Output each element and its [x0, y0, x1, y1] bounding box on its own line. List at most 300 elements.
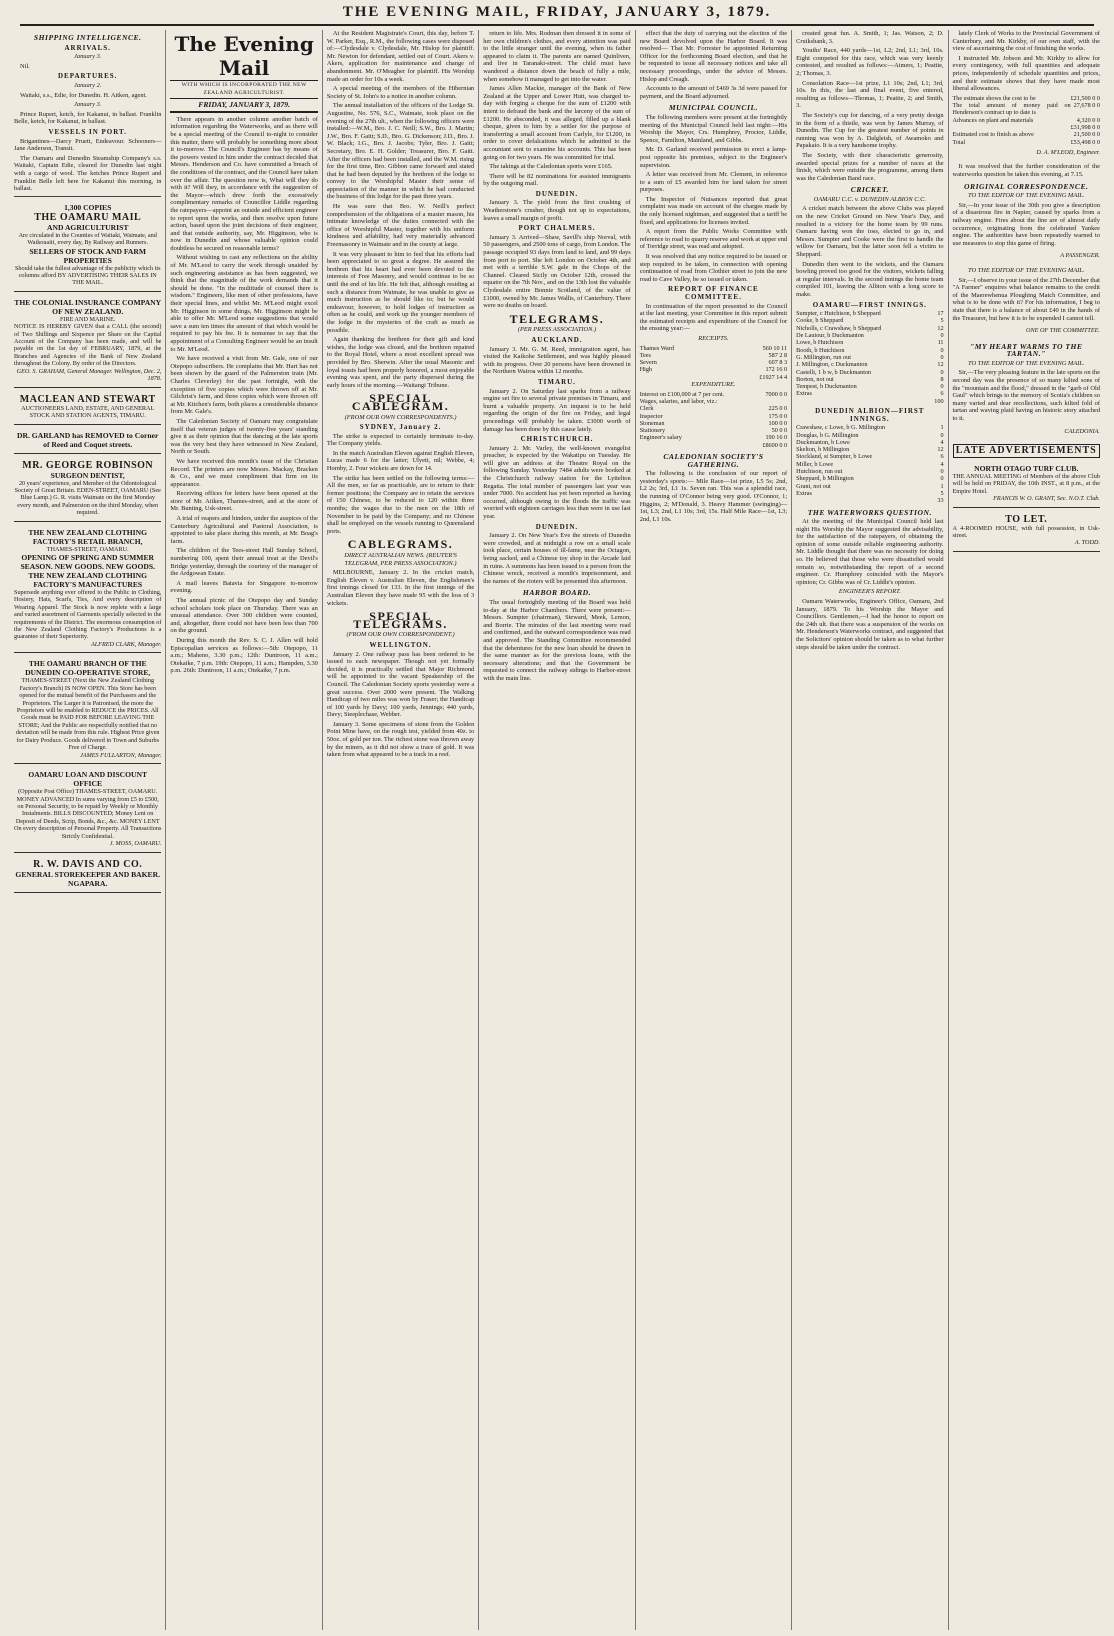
row-label: Borton, not out: [796, 375, 834, 383]
row-value: 4: [940, 460, 944, 468]
copies-label: 1,300 COPIES: [64, 202, 112, 212]
row-label: High: [639, 366, 653, 374]
correspondence-text: Sir,—In your issue of the 30th you give a description of a disastrous fire in Napier, caused by sparks from a railway engine. Fires about the line are of almost daily occurrence, originating from the celebrated Yankee engine. The authorities have been repeatedly warned to use measures to stop this game of firing.: [952, 201, 1100, 247]
row-value: 17: [937, 310, 944, 318]
row-label: Duckmanton, b Lowe: [796, 438, 850, 446]
correspondence-title: ORIGINAL CORRESPONDENCE.: [964, 181, 1089, 191]
finance-title: REPORT OF FINANCE COMMITTEE.: [668, 285, 759, 301]
special-cablegram-sub: (FROM OUR OWN CORRESPONDENTS.): [344, 413, 457, 421]
council-para: The Inspector of Nuisances reported that great complaint was made on account of the charges made by the only licensed nightman, and suggested that a tariff be fixed, and applications for licenses invited.: [639, 195, 788, 226]
column-6: [792, 30, 948, 1630]
davis-body: GENERAL STOREKEEPER AND BAKER. NGAPARA.: [15, 869, 161, 888]
news-para: created great fun. A. Smith, 1; Jas. Watson, 2; D. Cruikshank, 3.: [796, 30, 944, 45]
to-let-title: TO LET.: [1005, 513, 1048, 525]
branch-body: THAMES-STREET (Next the New Zealand Clothing Factory's Branch) IS NOW OPEN. This Store has been opened for the mutual benefit of the Purchasers and the Proprietors. The Larger it is Patronised, the more the Proprietors will be enabled to REDUCE the PRICES. All Goods must be PAID FOR BEFORE LEAVING THE STORE; And the Public are respectfully notified that no deviation will be made from this rule. Highest Price given for Dairy Produce. Goods delivered in Town and Suburbs Free of Charge.: [15, 677, 160, 752]
row-value: 0: [940, 383, 944, 391]
table-row: [796, 439, 943, 446]
departures-date-2: January 3.: [74, 101, 102, 109]
wellington-text: January 2. One railway pass has been ordered to be issued to each newspaper. Though not yet formally decided, it is practically settled that Major Richmond will be appointed to the vacant Speakership of the Council. The Caledonian Society sports yesterday were a great success. Over 2000 were present. The Walking Handicap of two miles was won by Fraser; the Handicap of 100 yards by Davy; 100 yards, Jennings; 440 yards, Davy; Steeplechase, Webber.: [326, 650, 475, 719]
row-label: Thames Ward: [639, 344, 674, 352]
robinson-body: 20 years' experience, and Member of the Odontological Society of Great Britain. EDEN-STREET, OAMARU (See Blue Lamp.) G. R. visits Waimate on the first Monday every month, and Palmerston on the third Monday, when required.: [14, 479, 161, 517]
oamaru-total: 100: [934, 397, 944, 405]
editorial-para: We have received a visit from Mr. Gale, one of our Otepopo subscribers. He complains that Mr. Hart has not been shown by the guard of the Palmerston train (Mr. Charles Cleverley) for the past fortnight, with the exception of five copies which were thrown off at Mr. Gilchrist's farm, and three copies which were thrown off at Mr. Kitchen's farm, both places a considerable distance from Mr. Gale's.: [170, 355, 318, 416]
table-row: [640, 352, 787, 359]
departures-date-1: January 2.: [74, 81, 102, 89]
table-row: [796, 461, 943, 468]
tartan-text: Sir,—The very pleasing feature in the late sports on the second day was the presence of so many kilted sons of the "mountain and the flood," dressed in the "garb of Old Gaul" which brings to the memory of Scotia's children so many varied and dear recollections, such kilted fold of tartan and waving plaid having an historic story attached to it.: [952, 369, 1100, 423]
waterworks-title: THE WATERWORKS QUESTION.: [807, 507, 932, 517]
row-label: The estimate shows the cost to be: [952, 94, 1036, 102]
correspondence-signature: A PASSENGER.: [1060, 252, 1100, 260]
row-label: Douglas, b G. Millington: [796, 431, 859, 439]
table-row: [796, 376, 943, 383]
finance-text: In continuation of the report presented to the Council at the last meeting, your Committee in this report submit the estimated receipts and expenditure of the Council for the ensuing year:—: [639, 302, 788, 333]
telegrams-title: TELEGRAMS.: [509, 311, 605, 326]
column-3: [323, 30, 479, 1630]
row-value: 0: [940, 346, 944, 354]
row-value: 0: [940, 332, 944, 340]
row-label: The total amount of money paid on Henderson's contract up to date is: [952, 102, 1071, 117]
harbor-board-text: The usual fortnightly meeting of the Board was held to-day at the Harbor Chambers. There were present:—Messrs. Sumpter (chairman), Steward, Meek, Lemon, and Borrie. The minutes of the last meeting were read and confirmed, and the outward correspondence was read and approved. The Standing Committee recommended that the debentures for the new loan should be drawn in the same manner as for the previous loans, with the necessary alterations; and that the Government be requested to connect the railway sidings to Harbor-street with the main line.: [483, 598, 631, 682]
row-value: 5: [940, 317, 944, 325]
colonial-signature: GEO. S. GRAHAM, General Manager. Wellington, Dec. 2, 1878.: [16, 367, 162, 383]
news-para: The Society's cup for dancing, of a very pretty design in the form of a thistle, was won by James Murray, of Dunedin. The Cup for the greatest number of points in running was won by A. Dalgleish, of Awamoko and Papakaio. It is a very handsome trophy.: [796, 111, 944, 150]
news-para: The takings at the Caledonian sports were £165.: [489, 163, 613, 171]
editorial-para: The annual picnic of the Otepopo day and Sunday school scholars took place on Thursday. There was an unusual attendance. Over 300 children were counted, and, altogether, there could not have been less than 700 on the ground.: [170, 597, 318, 635]
row-value: 21,500 0 0: [1073, 131, 1100, 139]
row-value: 1: [940, 482, 944, 490]
waterworks-text: At the meeting of the Municipal Council held last night His Worship the Mayor suggested the advisability, for the satisfaction of the ratepayers, of obtaining the opinion of some outside reliable engineering authority. Mr. Liddle thought that there was no necessity for doing so. He believed that those who were dissatisfied would remain so, notwithstanding the report of a second engineer. Cr. Humphrey coincided with the Mayor's opinion; Cr. Gibbs was of Cr. Liddle's opinion.: [796, 518, 944, 586]
row-label: De Lautour, b Duckmanton: [796, 332, 864, 340]
garland-body: DR. GARLAND has REMOVED to Corner of Reed and Coquet streets.: [17, 430, 159, 449]
row-value: 11: [937, 339, 944, 347]
arrivals-date: January 3.: [74, 53, 102, 61]
editorial-para: There appears in another column another batch of information regarding the Waterworks, and as there will be a special meeting of the Council to-night to consider this matter, there will probably be something more about it to-morrow. The Council's Engineer has by means of the powers vested in him under the contract decided that Messrs. Henderson and Co. have committed a breach of the conditions of the contract, and the Council have taken over the affair. The question now is, What will they do with it? Will they, in accordance with the suggestion of the Mayor—which drew forth the excessively complimentary remarks of Councillor Liddle regarding the ratepayers—appoint an outside and efficient engineer to report upon the works, and then resolve upon future action, based upon the joint decisions of their engineer, and that outside authority, say, Mr. Higginson, who is now in Dunedin and whose valuable opinion could doubtless be secured on reasonable terms?: [170, 115, 318, 252]
cable-para: The strike has been settled on the following terms:—All the men, so far as practicable, are to return to their former positions; the Company are to retain the services of 150 Chinese, to be reduced to 120 within three months; the wages due to the men on the 18th of November to be paid by the Company; and no Chinese shall be employed on the vessels running to Queensland ports.: [326, 474, 475, 535]
row-value: 7000 0 0: [765, 390, 788, 398]
column-4: [479, 30, 635, 1630]
to-let-text: A 4-ROOMED HOUSE, with full possession, in Usk-street.: [952, 524, 1100, 540]
row-label: Stationery: [639, 427, 666, 435]
row-value: 175 0 0: [768, 412, 788, 420]
row-label: Extras: [796, 390, 812, 398]
albion-scorecard: [796, 424, 943, 504]
loan-office-advert: [14, 767, 161, 852]
row-value: 587 2 8: [768, 351, 788, 359]
council-para: Mr. D. Garland received permission to erect a lamp-post opposite his premises, subject to the Engineer's supervision.: [639, 146, 788, 169]
turf-text: THE ANNUAL MEETING of Members of the above Club will be held on FRIDAY, the 10th INST., at 8 p.m., at the Empire Hotel.: [952, 472, 1100, 495]
correspondence2-text: Sir,—I observe in your issue of the 27th December that "A Farmer" enquires what balance remains to the credit of the Maerewhenua Ploughing Match Committee, and what is to be done with it? For his information, I beg to state that there is a balance of about £40 in the hands of the Treasurer, but how it is to be expended I cannot tell.: [952, 276, 1100, 322]
dunedin2-place: DUNEDIN.: [535, 522, 579, 531]
row-label: Tees: [639, 351, 651, 359]
mail-advert: [14, 200, 161, 292]
row-label: Stoneman: [639, 419, 665, 427]
table-row: [796, 347, 943, 354]
colonial-title: THE COLONIAL INSURANCE COMPANY OF NEW ZEALAND.: [14, 297, 162, 316]
news-para: return to life. Mrs. Rodman then dressed it in some of her own children's clothes, and every attention was paid to the little stranger until the evening, when its father appeared to claim it. The parents are named Quinliven, and live in Taranaki-street. The child must have wandered a distance down the beach of fully a mile, when somehow it managed to get into the water.: [483, 30, 631, 83]
albion-innings-title: DUNEDIN ALBION—FIRST INNINGS.: [815, 407, 925, 423]
table-row: [796, 339, 943, 346]
robinson-sub: SURGEON DENTIST,: [50, 470, 125, 480]
engineer-report-title: ENGINEER'S REPORT.: [838, 588, 901, 596]
row-label: Engineer's salary: [639, 434, 682, 442]
departures-text-1: Waitaki, s.s., Edie, for Dunedin. H. Aitken, agent.: [20, 91, 147, 99]
arrivals-text: Nil.: [20, 62, 30, 70]
cable-place: SYDNEY, January 2.: [359, 423, 442, 432]
row-value: 0: [940, 431, 944, 439]
correspondence-to: TO THE EDITOR OF THE EVENING MAIL.: [968, 192, 1085, 200]
tartan-signature: CALEDONIA.: [1064, 427, 1100, 435]
row-value: 0: [940, 475, 944, 483]
row-value: [754, 398, 787, 405]
table-row: [640, 405, 787, 412]
albion-total: 33: [937, 497, 944, 505]
expenditure-title: EXPENDITURE.: [691, 381, 736, 389]
loan-body: (Opposite Post Office) THAMES-STREET, OAMARU. MONEY ADVANCED In sums varying from £5 to £500, on Personal Security, to be repaid by Weekly or Monthly Instalments. BILLS DISCOUNTED; Money Lent on Deposit of Deeds, Scrip, Bonds, &c., &c. MONEY LENT On every description of Personal Property. All Transactions Strictly Confidential.: [14, 788, 162, 840]
row-label: Cooke, b Sheppard: [796, 317, 844, 325]
table-row: [640, 427, 787, 434]
row-value: 6: [940, 453, 944, 461]
divider: [14, 196, 161, 197]
row-label: Nicholls, c Crawshaw, b Sheppard: [796, 324, 882, 332]
table-row: [796, 390, 943, 397]
row-value: 0: [940, 368, 944, 376]
table-row: [796, 354, 943, 361]
table-row: [640, 345, 787, 352]
correspondence2-to: TO THE EDITOR OF THE EVENING MAIL.: [968, 266, 1085, 274]
table-row: [640, 359, 787, 366]
table-row: [953, 95, 1100, 102]
editorial-para: A mail leaves Batavia for Singapore to-morrow evening.: [170, 579, 318, 595]
table-row: [953, 117, 1100, 124]
row-label: Booth, b Hutchison: [796, 346, 845, 354]
council-para: A report from the Public Works Committee with reference to road to quarry reserve and work at upper end of Torridge street, was read and adopted.: [639, 228, 788, 251]
news-para: Youths' Race, 440 yards—1st, L2; 2nd, L1; 3rd, 10s. Eight competed for this race, which was very keenly contested, and resulted as follows:—Aimers, 1; Peattie, 2; Thomas, 3.: [796, 47, 944, 77]
row-value: 12: [937, 361, 944, 369]
expenditure-total: £8600 0 0: [762, 441, 788, 449]
columns: [10, 30, 1104, 1630]
row-label: Tempest, b Duckmanton: [796, 383, 857, 391]
row-label: [953, 124, 1071, 131]
cricket-para: Dunedin then went to the wickets, and the Oamaru bowling proved too good for the visitors, wickets falling at regular intervals. In the second innings the home team compiled 101, leaving the Albion with a long score to make.: [796, 260, 944, 298]
correspondence-sig-block: [953, 249, 1100, 264]
dunedin-place: DUNEDIN.: [535, 189, 579, 198]
table-row: [953, 124, 1100, 131]
maclean-advert: [14, 391, 161, 425]
editorial-para: The children of the Tees-street Hall Sunday School, numbering 100, spent their annual treat at the Devil's Bridge yesterday, through the courtesy of the manager of the Ardgowan Estate.: [170, 547, 318, 578]
turf-club-advert: [953, 461, 1100, 508]
shipping-title: SHIPPING INTELLIGENCE.: [33, 33, 142, 42]
davis-title: R. W. DAVIS AND CO.: [33, 858, 143, 870]
row-label: Skelton, b Millington: [796, 446, 850, 454]
table-row: [953, 102, 1100, 117]
telegrams-sub: (PER PRESS ASSOCIATION.): [517, 326, 597, 334]
sellers-title: SELLERS OF STOCK AND FARM PROPERTIES: [29, 246, 147, 265]
opening-title: OPENING OF SPRING AND SUMMER SEASON. NEW GOODS. NEW GOODS.: [20, 553, 155, 571]
maclean-body: AUCTIONEERS LAND, ESTATE, AND GENERAL STOCK AND STATION AGENTS, TIMARU.: [21, 404, 155, 420]
row-value: 1: [940, 424, 944, 432]
garland-advert: [14, 428, 161, 454]
colonial-insurance-advert: [14, 295, 161, 388]
port-chalmers-place: PORT CHALMERS.: [518, 224, 596, 233]
estimate-note: It was resolved that the further consideration of the waterworks question be taken this evening, at 7.15.: [952, 163, 1100, 179]
row-value: 5: [940, 489, 944, 497]
row-value: 4,320 0 0: [1076, 116, 1100, 124]
table-row: [796, 398, 943, 405]
loan-signature: J. MOSS, OAMARU.: [109, 839, 162, 847]
table-row: [796, 325, 943, 332]
loan-title: OAMARU LOAN AND DISCOUNT OFFICE: [28, 770, 148, 789]
table-row: [640, 398, 787, 405]
nzclothing-title: THE NEW ZEALAND CLOTHING FACTORY'S RETAIL BRANCH,: [28, 527, 148, 546]
row-label: Inspector: [639, 412, 663, 420]
row-value: 607 8 3: [768, 359, 788, 367]
cricket-title: CRICKET.: [850, 185, 889, 195]
row-label: Crawshaw, c Lowe, b G. Millington: [796, 424, 886, 432]
auckland-text: January 3. Mr. G. M. Reed, immigration agent, has visited the Kaikohe Settlement, and was highly pleased with its progress. Over 20 persons have been drowned in the Northern Wairoa within 12 months.: [483, 345, 631, 376]
column-5: [636, 30, 792, 1630]
row-value: 4: [940, 438, 944, 446]
robinson-title: MR. GEORGE ROBINSON: [22, 459, 154, 471]
row-label: Interest on £100,000 at 7 per cent.: [639, 390, 725, 398]
auckland-place: AUCKLAND.: [531, 335, 583, 344]
row-value: 0: [940, 468, 944, 476]
turf-title: NORTH OTAGO TURF CLUB.: [974, 463, 1079, 473]
table-row: [796, 317, 943, 324]
wellington-place: WELLINGTON.: [369, 640, 432, 649]
council-para: It was resolved that any notice required to be issued or step required to be taken, in connection with opening continuation of road from Clothier street to join the new road to Cave Valley, be so issued or taken.: [639, 253, 788, 283]
table-row: [640, 420, 787, 427]
row-value: 560 10 11: [762, 344, 788, 352]
mail-ad-body: Are circulated in the Counties of Waitaki, Waimate, and Waikouaiti, every day, By Railway and Runners.: [18, 231, 157, 247]
editorial-para: Receiving offices for letters have been opened at the store of Mr. Aitken, Thames-street, and at the store of Mr. Bunting, Usk-street.: [170, 490, 318, 513]
special-telegrams-title: SPECIAL TELEGRAMS.: [353, 609, 448, 631]
news-para: The Society, with their characteristic generosity, awarded special prizes for a number of races at the finish, which were outside the programme, among them was the Caledonian Band race.: [796, 151, 944, 182]
news-para: lately Clerk of Works to the Provincial Government of Canterbury, and Mr. Kirkby, of our own staff, with the view of ascertaining the cost of finishing the works.: [952, 30, 1100, 53]
news-para: At the Resident Magistrate's Court, this day, before T. W. Parker, Esq., R.M., the following cases were disposed of:—Clydesdale v. Clydesdale, Mr. Hislop for plaintiff. Mr. Newton for defendant, settled out of Court. Akers v. Akers, application for maintenance and change of abandonment. Mr. O'Meagher for plaintiff. His Worship made an order for 10s a week.: [326, 30, 475, 83]
correspondence2-sig-block: [953, 324, 1100, 339]
timaru-text: January 2. On Saturday last sparks from a railway engine set fire to several private premises in Timaru, and burnt a valuable property. An inquest is to be held regarding the origin of the fire on Friday, and legal proceedings will probably be taken. £3000 worth of damage has been done by this cause lately.: [483, 387, 631, 433]
news-para: I instructed Mr. Jobson and Mr. Kirkby to allow for every contingency, with full quantities and adequate prices, independently of schedule quantities and prices, and their estimate shows that they have made most liberal allowances.: [952, 54, 1100, 93]
oamaru-scorecard: [796, 310, 943, 405]
masthead-date: FRIDAY, JANUARY 3, 1879.: [170, 99, 317, 113]
row-label: Severn: [639, 359, 657, 367]
factory-body: Supersede anything ever offered to the Public in Clothing, Hosiery, Hats, Scarfs, Ties, And every description of Wearing Apparel. The Stock is now replete with a large and varied assortment of Garments specially selected to the requirements of the District. The enormous consumption of the New Zealand Clothing Factory's Productions is a guarantee of their Superiority.: [14, 589, 162, 641]
editorial-para: During this month the Rev. S. C. J. Allen will hold Episcopalian services as follows:—5th: Otepopo, 11 a.m.; Maheno, 3.30 p.m.; 12th: Duntroon, 11 a.m.; Otekaike, 7 p.m. 19th: Otepopo, 11 a.m.; Hampden, 3.30 p.m. 26th: Duntroon, 11 a.m.; Otekaike, 7 p.m.: [170, 636, 318, 675]
late-advertisements-title: LATE ADVERTISEMENTS: [953, 444, 1100, 458]
row-value: 6: [940, 390, 944, 398]
news-para: Again thanking the brethren for their gift and kind wishes, the lodge was closed, and the brethren repaired to the Royal Hotel, where a most excellent spread was provided by Bro. Sherwin. After the usual Masonic and loyal toasts had been properly honored, a most enjoyable evening was spent, and the party dispersed during the early hours of the morning.—Waitangi Tribune.: [326, 336, 475, 389]
table-row: [953, 139, 1100, 146]
table-row: [796, 483, 943, 490]
cablegrams-text: MELBOURNE, January 2. In the cricket match, English Eleven v. Australian Eleven, the Englishmen's first innings closed for 133. In the first innings of the Australian Eleven they have made 95 with the loss of 3 wickets.: [326, 569, 475, 607]
special-cablegram-title: SPECIAL CABLEGRAM.: [351, 391, 450, 413]
news-para: James Allen Mackie, manager of the Bank of New Zealand at the Upper and Lower Hutt, was charged to-day with forging a cheque for the sum of £1200 with intent to defraud the bank and the larceny of the sum of £1200. He absconded, it was alleged, filled up a blank cheque, given to him by a settler for the purpose of transferring a small account from Carlyle, for £1200, in order to cover defalcations which he admitted to the accountant sent to examine his accounts. This has been going on for two years. He was committed for trial.: [483, 85, 631, 161]
vessels-title: VESSELS IN PORT.: [48, 127, 127, 136]
table-row: [640, 434, 787, 441]
tartan-to: TO THE EDITOR OF THE EVENING MAIL.: [968, 359, 1085, 367]
row-label: J. Millington, c Duckmanton: [796, 361, 868, 369]
port-chalmers-text: January 3. Arrived—Shaw, Savill's ship Norval, with 50 passengers, and 2500 tons of cargo, from London. The passage occupied 93 days from land to land, and 99 days from port to port. She left London on October 4th, and met with a terrible S.W. gale in the Chops of the Channel. Cleared Sicily on October 12th, crossed the equator on the 7th Nov., and on the 13th lost the valuable Clydesdale entire Bonnie Scotland, of the value of £1000, owned by Mr. James Wallis, of Canterbury. There were no deaths on board.: [483, 233, 631, 310]
davis-advert: [14, 856, 161, 893]
column-1: [10, 30, 166, 1630]
nz-clothing-advert: [14, 525, 161, 654]
row-label: Sheppard, b Millington: [796, 475, 854, 483]
table-row: [796, 383, 943, 390]
expenditure-table: [640, 391, 787, 449]
news-para: effect that the duty of carrying out the election of the new Board devolved upon the Harbor Board. It was resolved— That Mr. Forrester be appointed Returning Officer for the forthcoming Board election, and that he be requested to issue all necessary notices and take all necessary proceedings, under the advice of Messrs. Hislop and Creagh.: [639, 30, 788, 83]
council-para: The following members were present at the fortnightly meeting of the Municipal Council held last night:—His Worship the Mayor, Crs. Humphrey, Proctor, Liddle, Spence, Familton, Mainland, and Gibbs.: [639, 113, 788, 144]
golden-point-text: January 3. Some specimens of stone from the Golden Point Mine have, on the rough test, yielded from 40z. to 50oz. of gold per ton. The richest stone was thrown away by the miners, as it did not show a trace of gold. It was taken from what appeared to be a track in a reef.: [326, 720, 475, 759]
row-label: Wages, salaries, and labor, viz.:: [639, 397, 718, 405]
correspondence2-signature: ONE OF THE COMMITTEE.: [1026, 327, 1100, 335]
row-label: G. Millington, run out: [796, 353, 851, 361]
table-row: [796, 446, 943, 453]
table-row: [640, 391, 787, 398]
row-label: Castelli, 1 b w, b Duckmanton: [796, 368, 872, 376]
receipts-total: £1927 14 4: [759, 373, 788, 381]
factory-title: THE NEW ZEALAND CLOTHING FACTORY'S MANUFACTURES: [28, 571, 148, 589]
row-label: Total: [952, 138, 966, 146]
table-row: [953, 131, 1100, 138]
cable-para: The strike is expected to certainly terminate to-day. The Company yields.: [326, 432, 475, 448]
shipping-notice: The Oamaru and Dunedin Steamship Company's s.s. Waitaki, Captain Edie, cleared for Dunedin last night with a cargo of wool. The ketches Prince Rupert and Franklin Belle left here for Kakanui this morning, in ballast.: [14, 154, 162, 193]
cooperative-store-advert: [14, 656, 161, 764]
row-value: 172 16 0: [765, 366, 788, 374]
table-row: [796, 424, 943, 431]
row-value: 12: [937, 324, 944, 332]
row-value: 100 0 0: [768, 419, 788, 427]
to-let-signature: A. TODD.: [1074, 539, 1100, 547]
row-value: 27,678 0 0: [1073, 102, 1100, 110]
cablegrams-title: CABLEGRAMS.: [347, 537, 454, 552]
council-title: MUNICIPAL COUNCIL.: [668, 103, 758, 113]
cricket-para: A cricket match between the above Clubs was played on the new Cricket Ground on New Year's Day, and resulted in a victory for the home team by 99 runs. Oamaru having won the toss, elected to go in, and Messrs. Sumpter and Cooke were the first to handle the willow for Oamaru, but the latter soon fell a victim to Sheppard.: [796, 205, 944, 259]
factory-signature: ALFRED CLARK, Manager.: [90, 640, 162, 648]
table-row: [640, 366, 787, 373]
departures-text-2: Prince Rupert, ketch, for Kakanui, in ballast. Franklin Belle, ketch, for Kakanui, in ballast.: [14, 110, 162, 126]
table-row: [796, 361, 943, 368]
row-value: £21,500 0 0: [1070, 94, 1100, 102]
mail-ad-sub: AND AGRICULTURIST: [47, 222, 129, 232]
colonial-sub: FIRE AND MARINE.: [59, 315, 116, 323]
to-let-advert: [953, 511, 1100, 552]
sellers-body: Should take the fullest advantage of the publicity which its columns afford BY ADVERTISING THEIR SALES IN THE MAIL.: [14, 264, 161, 287]
estimate-signature-block: [953, 146, 1100, 161]
row-value: £53,498 0 0: [1070, 138, 1100, 146]
running-head: THE EVENING MAIL, FRIDAY, JANUARY 3, 1879.: [20, 4, 1094, 26]
news-para: A special meeting of the members of the Hibernian Society of St. John's to a notice in another column.: [326, 85, 475, 100]
maclean-title: MACLEAN AND STEWART: [19, 393, 156, 405]
colonial-body: NOTICE IS HEREBY GIVEN that a CALL (the second) of Two Shillings and Sixpence per Share on the Capital Account of the Company has been made, and will be payable on the 1st day of FEBRUARY, 1879, at the Branches and Agencies of the Bank of New Zealand throughout the Colony. By order of the Directors.: [14, 323, 162, 368]
table-row: [796, 310, 943, 317]
special-telegrams-sub: (FROM OUR OWN CORRESPONDENT.): [346, 631, 455, 639]
row-value: 50 0 0: [771, 427, 788, 435]
news-para: He was sure that Bro. W. Neill's perfect comprehension of the obligations of a master mason, his intimate knowledge of the duties connected with the office of Worshipful Master, together with his uniform kindness and affability, had very materially advanced Freemasonry in Waimate and in the county at large.: [326, 203, 475, 249]
row-label: Miller, b Lowe: [796, 460, 834, 468]
vessels-text: Brigantines—Darcy Pruett, Endeavour. Schooners—Jane Anderson, Transit.: [14, 137, 162, 153]
table-row: [796, 475, 943, 482]
engineer-report-text: Oamaru Waterworks, Engineer's Office, Oamaru, 2nd January, 1879. To his Worship the Mayor and Councillors. Gentlemen,—I had the honor to report on the 24th ult. that there was a suspension of the works on Mr. Henderson's Waterworks contract, and suggested that the Solicitors' opinion should be taken as to what further steps should be taken under the contract.: [796, 598, 944, 651]
table-row: [796, 332, 943, 339]
departures-title: DEPARTURES.: [57, 72, 118, 81]
christchurch-text: January 2. Mr. Varley, the well-known evangelist preacher, is expected by the Wakatipu on Tuesday. He will give an address at the Theatre Royal on the following Sunday. Yesterday 7484 adults were booked at the Christchurch railway station for the Lyttelton Regatta. The total number of passengers last year was under 7000. No accident has yet been reported as having occurred, although owing to the floods the traffic was worried with eighteen carriages less than were in use last year.: [483, 444, 631, 521]
table-row: [796, 468, 943, 475]
table-row: [796, 453, 943, 460]
editorial-para: The Caledonian Society of Oamaru may congratulate itself that veteran judges of twenty-five years' standing give it as their opinion that the dancing at the late sports was the very best they have witnessed in New Zealand, North or South.: [170, 417, 318, 456]
row-value: £31,998 0 0: [1070, 123, 1100, 131]
caledonian-text: The following is the conclusion of our report of yesterday's sports:— Mile Race—1st prize, L5 5s; 2nd, L2 2s; 3rd, L1 1s. Seven ran. This was a splendid race, the running of O'Connor being very good. O'Connor, 1; Higgins, 2; M'Donald, 3. Heavy Hammer (swinging)—1st, L3; 2nd, L1 10s; 3rd, 15s. Half Mile Race—1st, L3; 2nd, L1 10s.: [639, 470, 788, 523]
table-row: [796, 369, 943, 376]
table-row: [640, 374, 787, 381]
cricket-sub: OAMARU C.C. v. DUNEDIN ALBION C.C.: [813, 195, 926, 203]
row-label: Sumpter, c Hutchison, b Sheppard: [796, 310, 881, 318]
row-value: 190 16 0: [765, 434, 788, 442]
christchurch-place: CHRISTCHURCH.: [520, 435, 594, 444]
council-para: A letter was received from Mr. Clement, in reference to a sum of £5 awarded him for land taken for street purposes.: [639, 171, 788, 194]
receipts-table: [640, 345, 787, 381]
oamaru-innings-title: OAMARU—FIRST INNINGS.: [812, 300, 927, 309]
cable-para: In the match Australian Eleven against English Eleven, Lucas made 6 for the latter; Ulyett, nil; Webbe, 4; Hornby, 2. Four wickets are down for 14.: [326, 449, 475, 473]
column-7: [949, 30, 1104, 1630]
news-para: It was very pleasant to him to feel that his efforts had been appreciated to so great a degree. He assured the brethren that his heart had ever been devoted to the interests of Free Masonry, and would continue to be so until the end of his life. He felt that, although residing at such a distance from Waimate, he was unable to give as much instruction as he should like to; but he would endeavour, however, to hold lodges of instruction as often as he could, and work up the younger members of the lodge in the mysteries of the craft as much as possible.: [326, 250, 475, 334]
nzclothing-sub: THAMES-STREET, OAMARU.: [46, 545, 129, 553]
news-para: Consolation Race—1st prize, L1 10s; 2nd, L1; 3rd, 10s. In this, the last and final event, five entered, resulting as follows—Thomas, 1; Peattie, 2; and Smith, 3.: [796, 79, 944, 110]
row-label: Advances on plant and materials: [952, 116, 1034, 124]
tartan-title: "MY HEART WARMS TO THE TARTAN.": [970, 341, 1083, 359]
row-value: 8: [940, 375, 944, 383]
table-row: [796, 497, 943, 504]
row-label: Extras: [796, 489, 812, 497]
row-label: Hutchison, run out: [796, 468, 843, 476]
row-label: Estimated cost to finish as above: [952, 131, 1034, 139]
timaru-place: TIMARU.: [538, 377, 576, 386]
estimate-signature: D. A. M'LEOD, Engineer.: [1036, 148, 1100, 156]
robinson-advert: [14, 457, 161, 522]
tartan-sig-block: [953, 425, 1100, 440]
cablegrams-sub: DIRECT AUSTRALIAN NEWS. (REUTER'S TELEGRAM, PER PRESS ASSOCIATION.): [344, 552, 457, 567]
row-value: 12: [937, 446, 944, 454]
harbor-board-title: HARBOR BOARD.: [522, 588, 592, 598]
dunedin2-text: January 2. On New Year's Eve the streets of Dunedin were crowded, and at midnight a row on a small scale took place, certain houses of ill-fame, near the Octagon, being sacked, and a Chinese toy shop in the Arcade laid in ruins. A summons has been issued to a person from the Chinese wreck, received a month's imprisonment, and the names of the rioters will be presented this afternoon.: [483, 532, 631, 585]
dunedin-text: January 3. The yield from the first crushing of Weatherstone's crusher, though not up to expectations, leaves a small margin of profit.: [483, 199, 631, 222]
table-row: [796, 490, 943, 497]
row-value: 225 0 0: [768, 405, 788, 413]
branch-signature: JAMES FULLARTON, Manager.: [80, 751, 162, 759]
table-row: [796, 432, 943, 439]
editorial-para: Without wishing to cast any reflections on the ability of Mr. M'Leod to carry the work through unaided by such engineering assistance as has been suggested, we think that the magnitude of the work demands that it should be done. "In the multitude of counsel there is wisdom." Engineers, like men of other professions, have their special lines, and whilst Mr. M'Leod might excel Mr. Higginson in some things, Mr. Higginson might be able to offer Mr. M'Leod some suggestions that would save a sum ten times the amount of that which would be required to pay his fee. It is nonsense to say that the appointment of a Consulting Engineer would be an insult to Mr. M'Leod.: [170, 254, 318, 353]
news-para: There will be 82 nominations for assisted immigrants by the outgoing mail.: [483, 172, 631, 188]
table-row: [640, 442, 787, 449]
row-label: Lowe, b Hutchison: [796, 339, 844, 347]
column-2: [166, 30, 322, 1630]
turf-signature: FRANCIS W. O. GRANT, Sec. N.O.T. Club.: [993, 495, 1100, 503]
row-value: 0: [940, 353, 944, 361]
row-label: Grant, not out: [796, 482, 831, 490]
row-label: Stockland, st Sumpter, b Lowe: [796, 453, 873, 461]
news-para: Accounts to the amount of £469 3s 3d were passed for payment, and the Board adjourned.: [639, 85, 788, 100]
mail-ad-title: THE OAMARU MAIL: [34, 211, 142, 223]
receipts-title: RECEIPTS.: [698, 334, 729, 342]
arrivals-title: ARRIVALS.: [64, 43, 111, 52]
table-row: [640, 413, 787, 420]
branch-title: THE OAMARU BRANCH OF THE DUNEDIN CO-OPERATIVE STORE,: [25, 659, 151, 678]
masthead-subtitle: WITH WHICH IS INCORPORATED THE NEW ZEALAND AGRICULTURIST.: [170, 81, 317, 99]
masthead: The Evening Mail: [170, 32, 317, 81]
caledonian-title: CALEDONIAN SOCIETY'S GATHERING.: [663, 452, 764, 469]
estimate-table: [953, 95, 1100, 146]
editorial-para: We have received this month's issue of the Christian Record. The printers are now Messrs. Mackay, Bracken & Co., and we must compliment that firm on its appearance.: [170, 457, 318, 488]
